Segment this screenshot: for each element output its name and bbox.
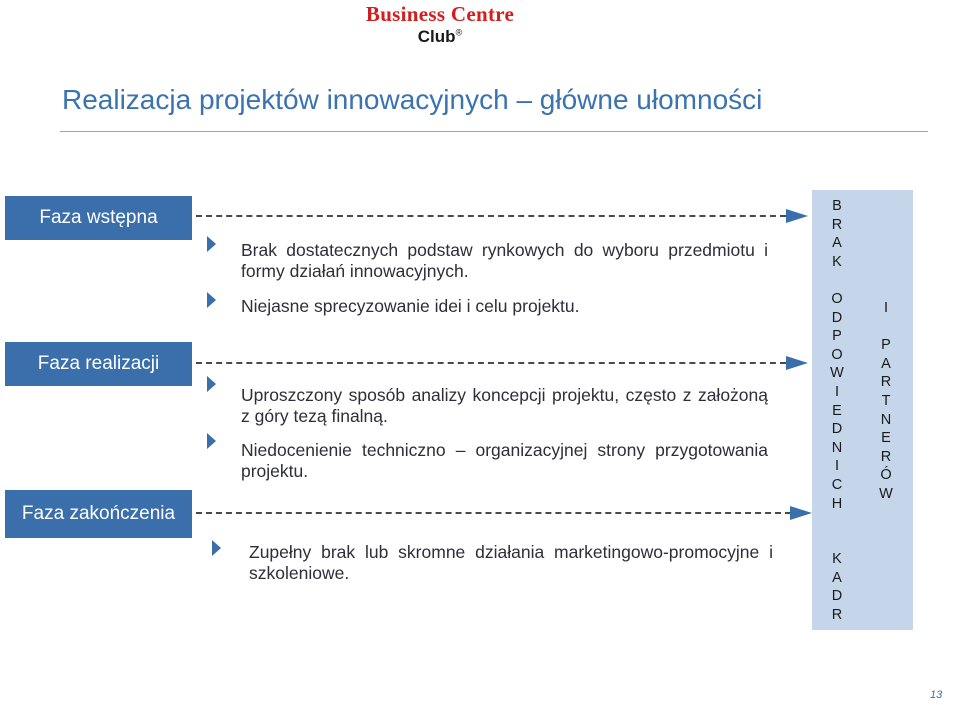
logo-club-text: Club xyxy=(417,27,456,46)
vertical-text-i-partnerow xyxy=(871,299,901,504)
bullet-arrow-icon xyxy=(207,433,216,449)
vertical-letter: T xyxy=(881,392,891,409)
bullet-text: Brak dostatecznych podstaw rynkowych do wyboru przedmiotu i formy działań innowacyjnych. xyxy=(241,240,768,281)
vertical-letter: N xyxy=(880,411,892,428)
bullet-text: Zupełny brak lub skromne działania marketingowo-promocyjne i szkoleniowe. xyxy=(249,542,773,583)
vertical-letter xyxy=(835,271,839,290)
vertical-letter: E xyxy=(881,430,891,447)
bullet-text: Niejasne sprecyzowanie idei i celu projektu. xyxy=(241,296,580,316)
vertical-letter: A xyxy=(881,355,891,372)
bullet-arrow-icon xyxy=(207,376,216,392)
bullet-text: Niedocenienie techniczno – organizacyjnej strony przygotowania projektu. xyxy=(241,440,768,481)
business-centre-club-logo xyxy=(340,2,540,50)
vertical-letter: K xyxy=(832,551,842,568)
vertical-letter: E xyxy=(832,402,842,419)
vertical-letter: I xyxy=(883,300,889,316)
arrow-head-icon xyxy=(786,356,808,370)
phase-box-completion: Faza zakończenia xyxy=(5,490,192,538)
phase-box-initial: Faza wstępna xyxy=(5,196,192,240)
vertical-letter: D xyxy=(831,588,843,605)
vertical-letter: C xyxy=(831,476,843,493)
page-number: 13 xyxy=(930,689,943,701)
dashed-line-realization xyxy=(196,362,786,364)
arrow-head-icon xyxy=(790,506,812,520)
arrow-head-icon xyxy=(786,209,808,223)
vertical-letter: O xyxy=(831,290,843,307)
vertical-letter: P xyxy=(881,337,891,354)
dashed-line-initial xyxy=(196,215,786,217)
phase-box-realization: Faza realizacji xyxy=(5,342,192,386)
vertical-letter: D xyxy=(831,309,843,326)
dashed-line-completion xyxy=(196,512,791,514)
vertical-letter: O xyxy=(831,346,843,363)
vertical-letter xyxy=(835,532,839,551)
vertical-letter: A xyxy=(832,569,842,586)
title-underline xyxy=(60,131,928,132)
vertical-letter: D xyxy=(831,421,843,438)
vertical-letter: R xyxy=(880,374,892,391)
vertical-letter: R xyxy=(880,448,892,465)
vertical-letter: K xyxy=(832,253,842,270)
vertical-letter xyxy=(835,513,839,532)
logo-registered-mark: ® xyxy=(455,27,463,38)
vertical-text-brak-kadr xyxy=(822,197,852,625)
vertical-letter: I xyxy=(834,458,840,475)
bullet-text: Uproszczony sposób analizy koncepcji projektu, często z założoną z góry tezą finalną. xyxy=(241,385,768,426)
logo-line-1: Business Centre xyxy=(365,2,515,26)
vertical-letter: A xyxy=(832,235,842,252)
bullet-arrow-icon xyxy=(207,292,216,308)
vertical-letter: Ó xyxy=(880,467,892,484)
bullet-arrow-icon xyxy=(207,236,216,252)
logo-line-2 xyxy=(340,27,540,47)
vertical-letter: N xyxy=(831,439,843,456)
vertical-letter: W xyxy=(830,365,844,382)
vertical-letter: W xyxy=(879,485,893,502)
slide-title: Realizacja projektów innowacyjnych – główne ułomności xyxy=(62,84,763,115)
vertical-letter: R xyxy=(831,216,843,233)
vertical-letter: I xyxy=(834,383,840,400)
bullet-arrow-icon xyxy=(212,540,221,556)
vertical-letter xyxy=(884,318,888,337)
vertical-letter: P xyxy=(832,328,842,345)
vertical-letter: R xyxy=(831,607,843,624)
vertical-letter: H xyxy=(831,495,843,512)
vertical-letter: B xyxy=(832,198,842,214)
